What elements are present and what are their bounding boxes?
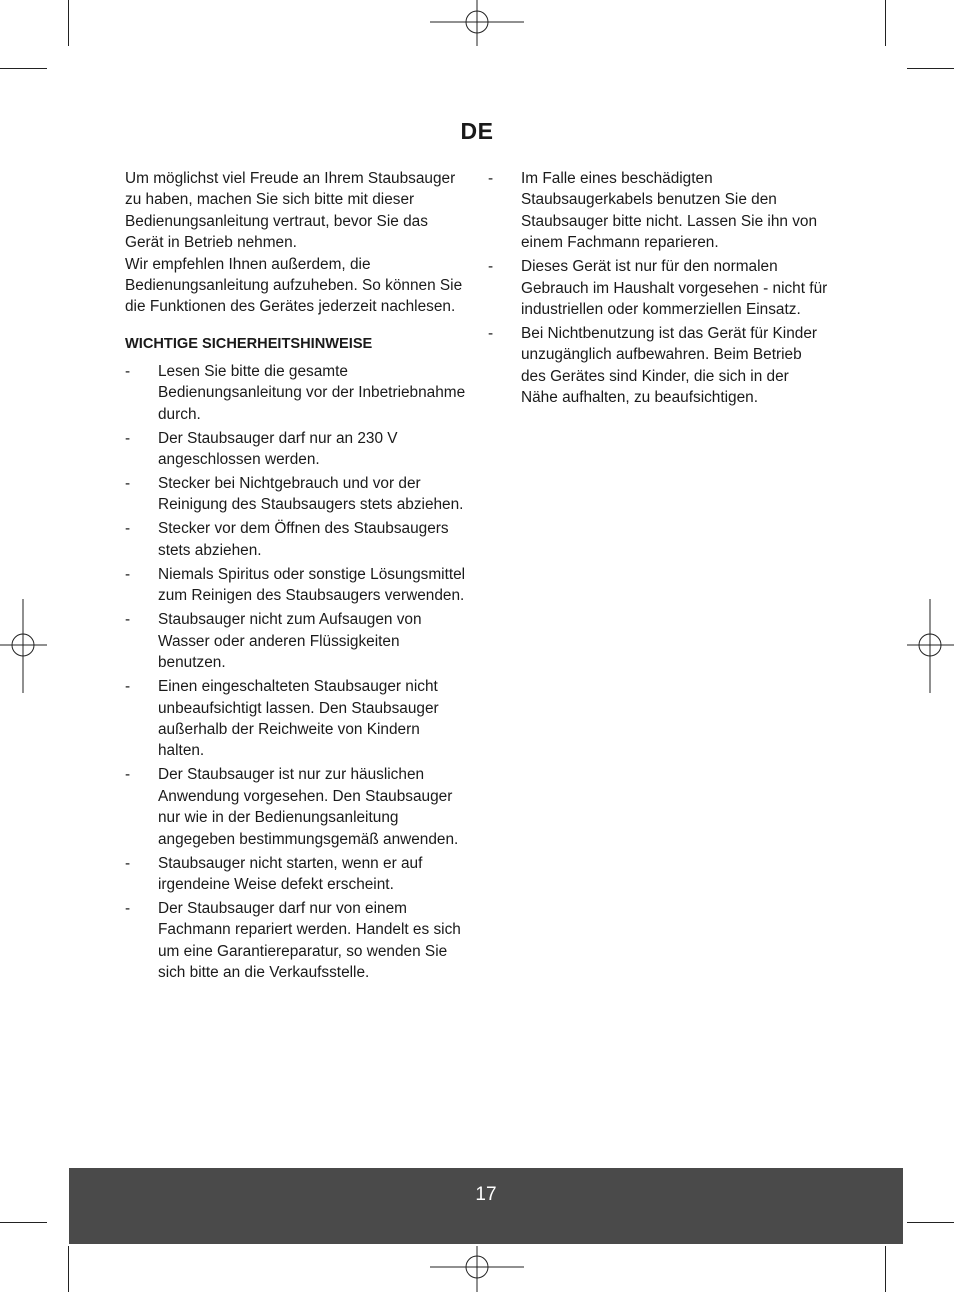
safety-item	[125, 898, 470, 984]
bullet-dash: -	[488, 258, 494, 276]
safety-item-text: Staubsauger nicht starten, wenn er auf irgendeine Weise defekt erscheint.	[158, 854, 423, 893]
safety-list-left	[125, 361, 470, 984]
left-column	[125, 168, 470, 986]
intro-paragraph: Wir empfehlen Ihnen außerdem, die Bedienungsanleitung aufzuheben. So können Sie die Funktionen des Gerätes jederzeit nachlesen.	[125, 255, 463, 316]
bullet-dash: -	[488, 325, 494, 343]
safety-item-text: Der Staubsauger ist nur zur häuslichen Anwendung vorgesehen. Den Staubsauger nur wie in der Bedienungsanleitung angegeben bestimmungsgemäß anwenden.	[158, 766, 459, 848]
safety-item	[125, 609, 470, 673]
safety-item	[125, 853, 470, 896]
safety-item	[125, 676, 470, 762]
bullet-dash: -	[125, 475, 131, 493]
safety-item-text: Stecker bei Nichtgebrauch und vor der Reinigung des Staubsaugers stets abziehen.	[158, 475, 464, 514]
bullet-dash: -	[125, 611, 131, 629]
safety-item-text: Staubsauger nicht zum Aufsaugen von Wasser oder anderen Flüssigkeiten benutzen.	[158, 611, 422, 672]
safety-item	[488, 323, 828, 409]
bullet-dash: -	[125, 520, 131, 538]
safety-item-text: Einen eingeschalteten Staubsauger nicht unbeaufsichtigt lassen. Den Staubsauger außerhalb der Reichweite von Kindern halten.	[158, 678, 439, 760]
registration-mark-top	[430, 0, 524, 46]
registration-mark-right	[907, 599, 954, 693]
crop-mark	[907, 68, 954, 69]
right-column	[488, 168, 828, 411]
safety-item-text: Stecker vor dem Öffnen des Staubsaugers stets abziehen.	[158, 520, 449, 559]
crop-mark	[68, 0, 69, 46]
bullet-dash: -	[125, 678, 131, 696]
crop-mark	[885, 1246, 886, 1292]
page-footer	[69, 1168, 903, 1244]
page-number: 17	[475, 1184, 497, 1205]
safety-item	[125, 428, 470, 471]
bullet-dash: -	[125, 362, 131, 380]
registration-mark-left	[0, 599, 47, 693]
safety-item	[125, 764, 470, 850]
safety-item	[125, 564, 470, 607]
safety-item-text: Lesen Sie bitte die gesamte Bedienungsanleitung vor der Inbetriebnahme durch.	[158, 362, 466, 423]
safety-item-text: Im Falle eines beschädigten Staubsaugerkabels benutzen Sie den Staubsauger bitte nicht. Lassen Sie ihn von einem Fachmann reparieren.	[521, 170, 818, 252]
registration-mark-bottom	[430, 1246, 524, 1292]
safety-item	[125, 518, 470, 561]
bullet-dash: -	[125, 766, 131, 784]
intro-paragraph: Um möglichst viel Freude an Ihrem Staubsauger zu haben, machen Sie sich bitte mit dieser Bedienungsanleitung vertraut, bevor Sie das Gerät in Betrieb nehmen.	[125, 170, 456, 252]
crop-mark	[0, 68, 47, 69]
safety-item	[125, 473, 470, 516]
safety-item	[488, 256, 828, 320]
bullet-dash: -	[125, 899, 131, 917]
bullet-dash: -	[125, 854, 131, 872]
bullet-dash: -	[488, 170, 494, 187]
safety-heading: WICHTIGE SICHERHEITSHINWEISE	[125, 335, 373, 352]
safety-item-text: Der Staubsauger darf nur an 230 V angeschlossen werden.	[158, 429, 398, 469]
bullet-dash: -	[125, 565, 131, 583]
safety-item-text: Bei Nichtbenutzung ist das Gerät für Kinder unzugänglich aufbewahren. Beim Betrieb des Gerätes sind Kinder, die sich in der Nähe aufhalten, zu beaufsichtigen.	[521, 325, 817, 407]
safety-item-text: Der Staubsauger darf nur von einem Fachmann repariert werden. Handelt es sich um eine Garantiereparatur, so wenden Sie sich bitte an die Verkaufsstelle.	[158, 899, 461, 982]
safety-item	[125, 361, 470, 425]
safety-item-text: Niemals Spiritus oder sonstige Lösungsmittel zum Reinigen des Staubsaugers verwenden.	[158, 565, 466, 605]
crop-mark	[0, 1222, 47, 1223]
crop-mark	[68, 1246, 69, 1292]
language-heading: DE	[460, 118, 494, 144]
crop-mark	[885, 0, 886, 46]
crop-mark	[907, 1222, 954, 1223]
safety-item	[488, 168, 828, 254]
safety-list-right	[488, 168, 828, 409]
bullet-dash: -	[125, 429, 131, 447]
safety-item-text: Dieses Gerät ist nur für den normalen Gebrauch im Haushalt vorgesehen - nicht für industriellen oder kommerziellen Einsatz.	[521, 258, 828, 319]
